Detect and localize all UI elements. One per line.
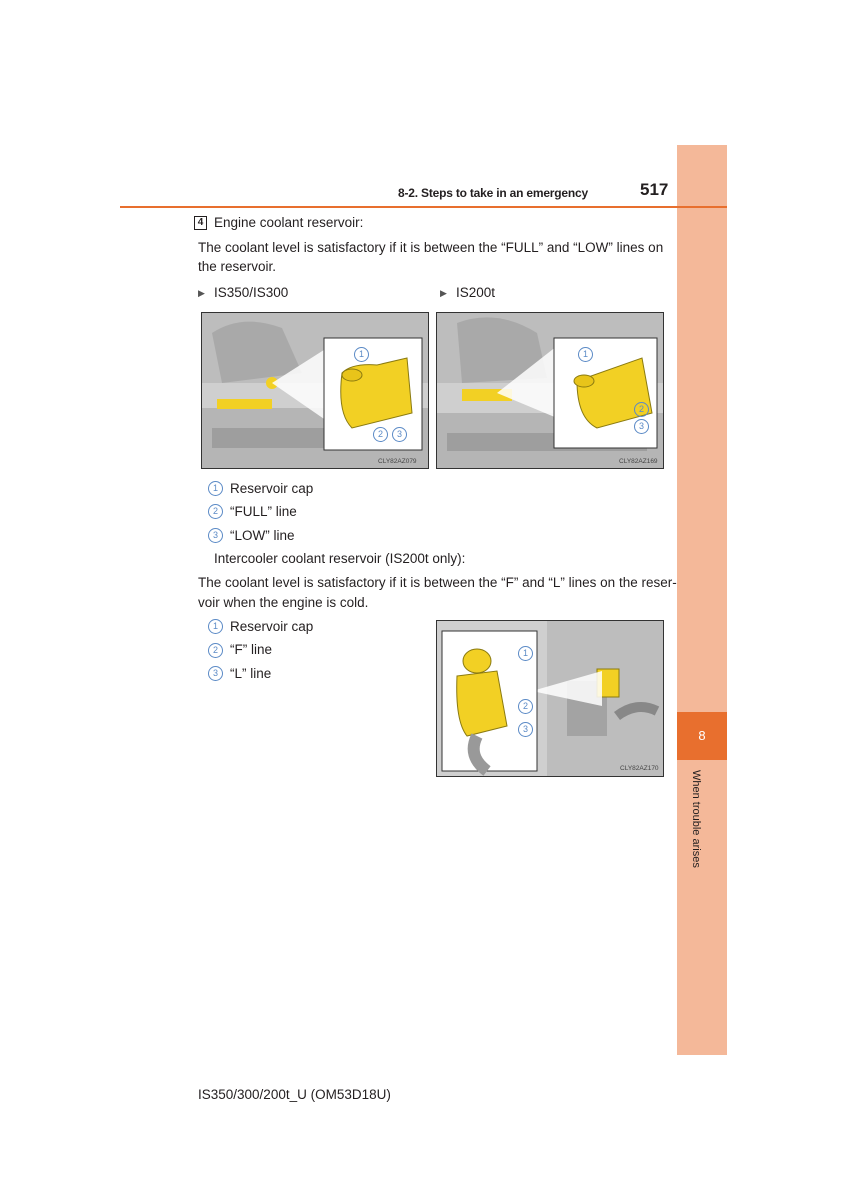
callout-1: 1	[518, 646, 533, 661]
callout-3: 3	[392, 427, 407, 442]
legend-num-1: 1	[208, 619, 223, 634]
item-title: Engine coolant reservoir:	[214, 215, 364, 230]
footer-model: IS350/300/200t_U (OM53D18U)	[198, 1087, 391, 1102]
callout-1: 1	[354, 347, 369, 362]
callout-2: 2	[634, 402, 649, 417]
intercooler-title: Intercooler coolant reservoir (IS200t only):	[214, 551, 466, 566]
engine-photo-intercooler	[436, 620, 664, 777]
item-badge: 4	[194, 216, 207, 230]
legend-text-2: “F” line	[230, 642, 273, 657]
legend-num-1: 1	[208, 481, 223, 496]
callout-2: 2	[373, 427, 388, 442]
variant-right-label: IS200t	[456, 285, 496, 300]
legend-num-2: 2	[208, 504, 223, 519]
engine-photo-is200t	[436, 312, 664, 469]
legend-num-3: 3	[208, 528, 223, 543]
image-code: CLY82AZ079	[378, 458, 417, 465]
item-paragraph-line2: the reservoir.	[198, 259, 277, 274]
variant-left-label: IS350/IS300	[214, 285, 289, 300]
bullet-arrow-icon: ▶	[198, 288, 205, 298]
legend-text-3: “LOW” line	[230, 528, 295, 543]
legend-num-2: 2	[208, 643, 223, 658]
legend-text-2: “FULL” line	[230, 504, 297, 519]
item-paragraph-line1: The coolant level is satisfactory if it is between the “FULL” and “LOW” lines on	[198, 240, 664, 255]
legend-text-1: Reservoir cap	[230, 481, 314, 496]
callout-1: 1	[578, 347, 593, 362]
image-code: CLY82AZ169	[619, 458, 658, 465]
callout-3: 3	[634, 419, 649, 434]
chapter-title: When trouble arises	[690, 770, 702, 868]
image-code: CLY82AZ170	[620, 765, 659, 772]
header-rule	[120, 206, 727, 208]
chapter-tab	[677, 145, 727, 1055]
legend-text-3: “L” line	[230, 666, 272, 681]
page-number: 517	[640, 180, 669, 199]
legend-num-3: 3	[208, 666, 223, 681]
intercooler-paragraph-line1: The coolant level is satisfactory if it is between the “F” and “L” lines on the reser-	[198, 575, 677, 590]
chapter-number: 8	[677, 712, 727, 760]
intercooler-paragraph-line2: voir when the engine is cold.	[198, 595, 369, 610]
bullet-arrow-icon: ▶	[440, 288, 447, 298]
legend-text-1: Reservoir cap	[230, 619, 314, 634]
section-title: 8-2. Steps to take in an emergency	[398, 186, 588, 200]
callout-3: 3	[518, 722, 533, 737]
callout-2: 2	[518, 699, 533, 714]
engine-photo-is350	[201, 312, 429, 469]
